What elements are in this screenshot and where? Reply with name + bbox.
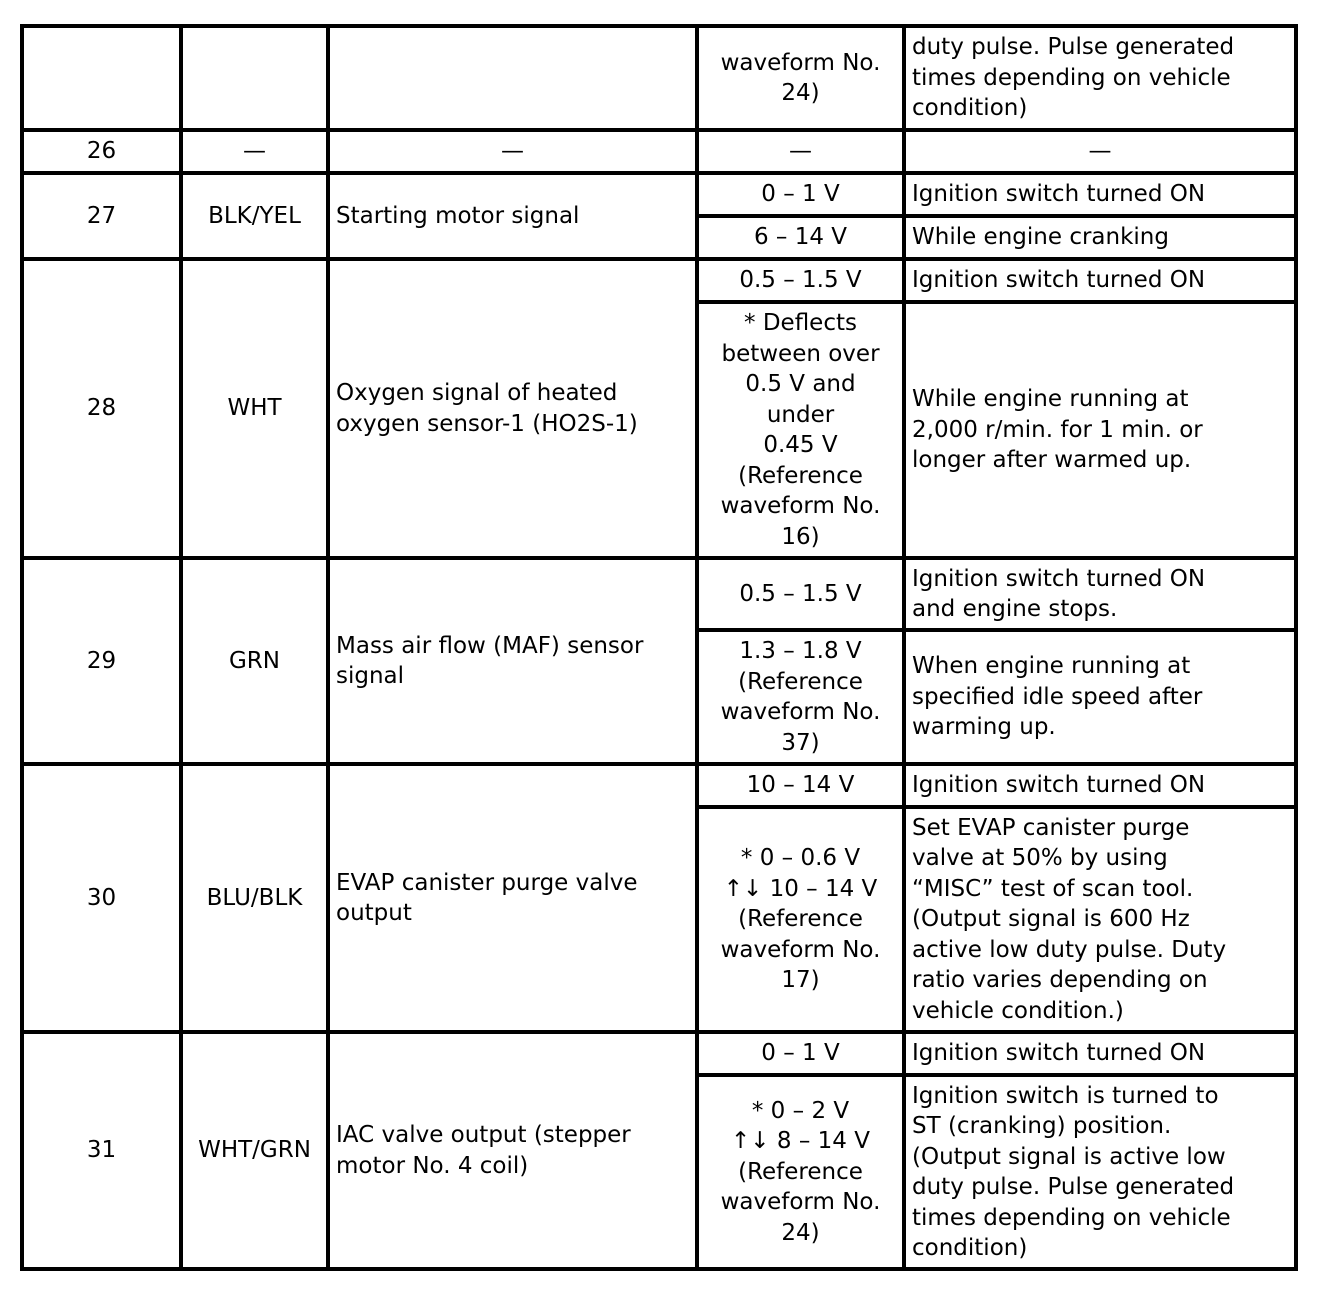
circuit-description: IAC valve output (stepper motor No. 4 coil) <box>328 1032 697 1269</box>
wire-color: — <box>181 130 328 173</box>
table-row <box>22 764 1296 807</box>
table-row <box>22 1032 1296 1075</box>
terminal-number: 28 <box>22 259 181 558</box>
terminal-number: 27 <box>22 173 181 259</box>
table-row <box>22 558 1296 630</box>
voltage-value: 0.5 – 1.5 V <box>697 259 904 302</box>
terminal-number: 29 <box>22 558 181 764</box>
wire-color: GRN <box>181 558 328 764</box>
voltage-value: * Deflects between over 0.5 V and under 0.45 V (Reference waveform No. 16) <box>697 302 904 558</box>
voltage-value: 0.5 – 1.5 V <box>697 558 904 630</box>
circuit-description <box>328 26 697 130</box>
wire-color: WHT <box>181 259 328 558</box>
circuit-description: Mass air flow (MAF) sensor signal <box>328 558 697 764</box>
terminal-number <box>22 26 181 130</box>
voltage-value: 1.3 – 1.8 V (Reference waveform No. 37) <box>697 630 904 764</box>
wire-color <box>181 26 328 130</box>
condition-text: Set EVAP canister purge valve at 50% by using “MISC” test of scan tool. (Output signal is 600 Hz active low duty pulse. Duty ratio varies depending on vehicle condition.) <box>904 807 1296 1032</box>
circuit-description: EVAP canister purge valve output <box>328 764 697 1032</box>
condition-text: Ignition switch turned ON <box>904 173 1296 216</box>
voltage-value: * 0 – 2 V ↑↓ 8 – 14 V (Reference waveform No. 24) <box>697 1075 904 1269</box>
condition-text: Ignition switch turned ON <box>904 764 1296 807</box>
condition-text: While engine cranking <box>904 216 1296 259</box>
condition-text: Ignition switch turned ON <box>904 1032 1296 1075</box>
table-row <box>22 259 1296 302</box>
voltage-value: — <box>697 130 904 173</box>
terminal-number: 26 <box>22 130 181 173</box>
voltage-value: 6 – 14 V <box>697 216 904 259</box>
table-row <box>22 130 1296 173</box>
wire-color: BLK/YEL <box>181 173 328 259</box>
voltage-value: waveform No. 24) <box>697 26 904 130</box>
voltage-value: 0 – 1 V <box>697 1032 904 1075</box>
condition-text: duty pulse. Pulse generated times depending on vehicle condition) <box>904 26 1296 130</box>
condition-text: When engine running at specified idle speed after warming up. <box>904 630 1296 764</box>
terminal-number: 30 <box>22 764 181 1032</box>
condition-text: — <box>904 130 1296 173</box>
voltage-value: * 0 – 0.6 V ↑↓ 10 – 14 V (Reference waveform No. 17) <box>697 807 904 1032</box>
condition-text: Ignition switch turned ON <box>904 259 1296 302</box>
voltage-value: 10 – 14 V <box>697 764 904 807</box>
condition-text: While engine running at 2,000 r/min. for 1 min. or longer after warmed up. <box>904 302 1296 558</box>
table-row <box>22 173 1296 216</box>
condition-text: Ignition switch turned ON and engine stops. <box>904 558 1296 630</box>
circuit-description: — <box>328 130 697 173</box>
terminal-spec-table <box>20 24 1298 1271</box>
circuit-description: Oxygen signal of heated oxygen sensor-1 (HO2S-1) <box>328 259 697 558</box>
wire-color: WHT/GRN <box>181 1032 328 1269</box>
circuit-description: Starting motor signal <box>328 173 697 259</box>
table-row <box>22 26 1296 130</box>
terminal-number: 31 <box>22 1032 181 1269</box>
wire-color: BLU/BLK <box>181 764 328 1032</box>
condition-text: Ignition switch is turned to ST (cranking) position. (Output signal is active low duty pulse. Pulse generated times depending on vehicle condition) <box>904 1075 1296 1269</box>
voltage-value: 0 – 1 V <box>697 173 904 216</box>
